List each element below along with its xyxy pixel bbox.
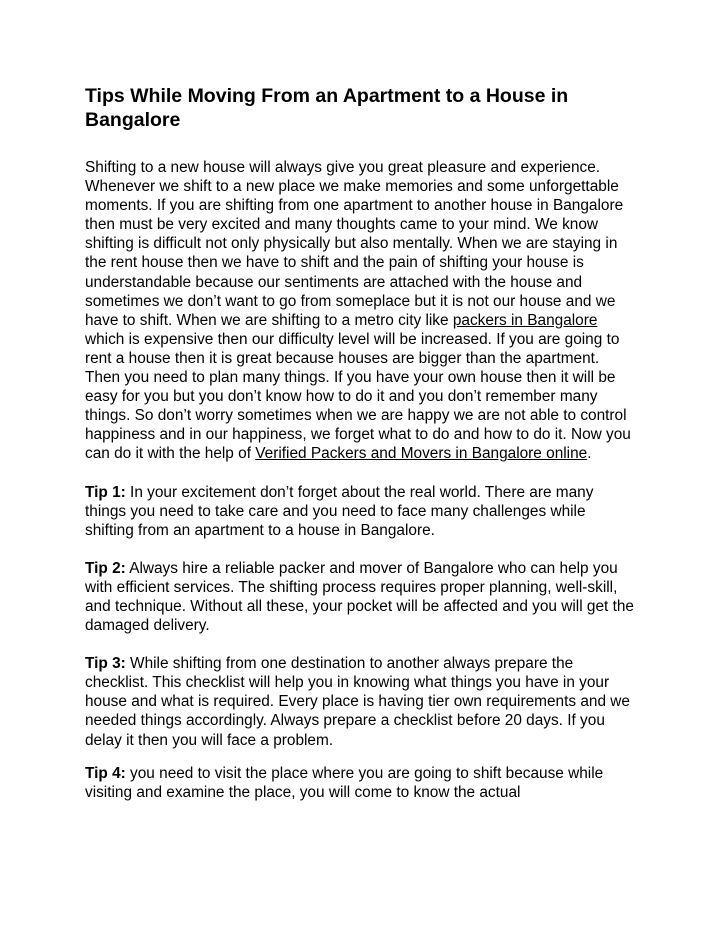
article-title: Tips While Moving From an Apartment to a House in Bangalore xyxy=(85,85,569,131)
tip-1-label: Tip 1: xyxy=(85,483,126,501)
tip-3-label: Tip 3: xyxy=(85,655,126,673)
tip-1-paragraph xyxy=(85,483,637,540)
tip-2-paragraph xyxy=(85,559,637,635)
tip-3-paragraph xyxy=(85,654,637,749)
tip-1-text: In your excitement don’t forget about the real world. There are many things you need to take care and you need to face many challenges while shifting from an apartment to a house in Bangalore. xyxy=(85,483,594,539)
packers-in-bangalore-link[interactable]: packers in Bangalore xyxy=(452,311,598,329)
tip-4-label: Tip 4: xyxy=(85,764,126,782)
intro-paragraph xyxy=(85,158,637,464)
intro-text-3: . xyxy=(587,445,592,463)
tip-2-label: Tip 2: xyxy=(85,559,126,577)
document-page xyxy=(85,84,637,802)
tip-3-text: While shifting from one destination to another always prepare the checklist. This checklist will help you in knowing what things you have in your house and what is required. Every place is having tier own requirements and we needed things accordingly. Always prepare a checklist before 20 days. If you delay it then you will face a problem. xyxy=(85,655,630,749)
intro-text-1: Shifting to a new house will always give you great pleasure and experience. Whenever we shift to a new place we make memories and some unforgettable moments. If you are shifting from one apartment to another house in Bangalore then must be very excited and many thoughts came to your mind. We know shifting is difficult not only physically but also mentally. When we are staying in the rent house then we have to shift and the pain of shifting your house is understandable because our sentiments are attached with the house and sometimes we don’t want to go from someplace but it is not our house and we have to shift. When we are shifting to a metro city like xyxy=(85,159,624,329)
intro-text-2: which is expensive then our difficulty level will be increased. If you are going to rent a house then it is great because houses are bigger than the apartment. Then you need to plan many things. If you have your own house then it will be easy for you but you don’t know how to do it and you don’t remember many things. So don’t worry sometimes when we are happy we are not able to control happiness and in our happiness, we forget what to do and how to do it. Now you can do it with the help of xyxy=(85,330,631,463)
tip-4-paragraph xyxy=(85,764,637,802)
tip-4-text: you need to visit the place where you are going to shift because while visiting and examine the place, you will come to know the actual xyxy=(85,764,604,801)
tip-2-text: Always hire a reliable packer and mover of Bangalore who can help you with efficient services. The shifting process requires proper planning, well-skill, and technique. Without all these, your pocket will be affected and you will get the damaged delivery. xyxy=(85,559,634,635)
verified-packers-link[interactable]: Verified Packers and Movers in Bangalore online xyxy=(255,445,588,463)
